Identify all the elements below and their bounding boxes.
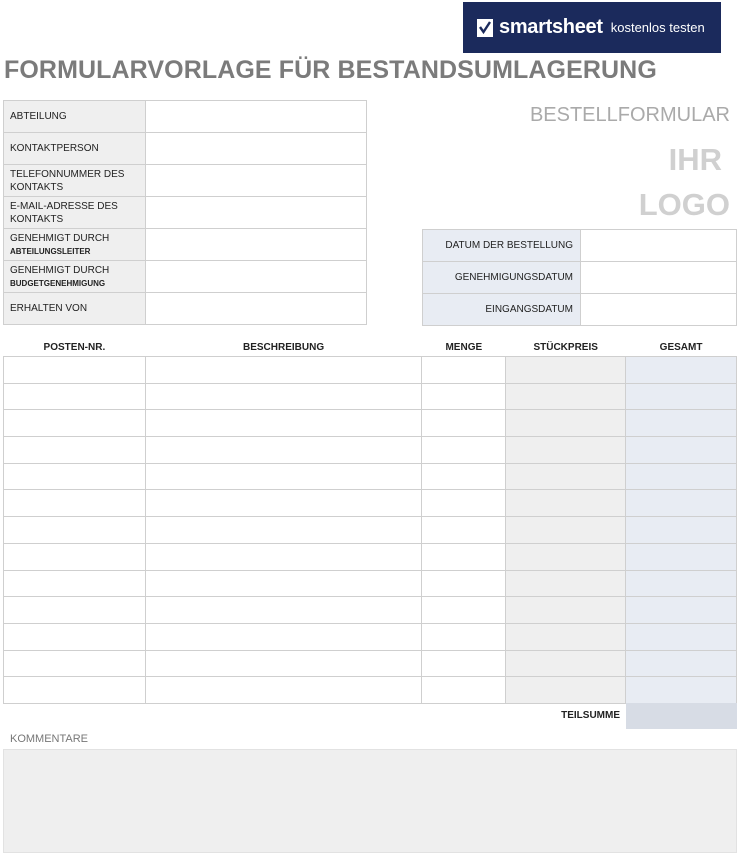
- total-cell[interactable]: [626, 410, 737, 437]
- unit-price-cell[interactable]: [506, 543, 626, 570]
- contact-value-field[interactable]: [146, 133, 367, 165]
- unit-price-cell[interactable]: [506, 357, 626, 384]
- item-number-cell[interactable]: [4, 517, 146, 544]
- quantity-cell[interactable]: [422, 463, 506, 490]
- description-cell[interactable]: [145, 410, 422, 437]
- contact-row: [4, 229, 367, 261]
- quantity-cell[interactable]: [422, 597, 506, 624]
- logo-placeholder-line2: LOGO: [638, 187, 730, 222]
- header-item-number: POSTEN-NR.: [43, 341, 106, 353]
- contact-label-text: GENEHMIGT DURCH: [10, 264, 110, 276]
- description-cell[interactable]: [145, 623, 422, 650]
- item-number-cell[interactable]: [4, 623, 146, 650]
- description-cell[interactable]: [145, 543, 422, 570]
- description-cell[interactable]: [145, 383, 422, 410]
- unit-price-cell[interactable]: [506, 677, 626, 704]
- contact-value-field[interactable]: [146, 261, 367, 293]
- item-number-cell[interactable]: [4, 597, 146, 624]
- contact-label-text: GENEHMIGT DURCH: [10, 232, 110, 244]
- banner-cta: kostenlos testen: [610, 20, 705, 35]
- contact-row: [4, 197, 367, 229]
- quantity-cell[interactable]: [422, 543, 506, 570]
- comments-field[interactable]: [3, 749, 737, 853]
- table-row: [4, 410, 737, 437]
- header-unit-price: STÜCKPREIS: [533, 341, 598, 353]
- total-cell[interactable]: [626, 357, 737, 384]
- quantity-cell[interactable]: [422, 677, 506, 704]
- description-cell[interactable]: [145, 650, 422, 677]
- date-label: DATUM DER BESTELLUNG: [423, 230, 581, 262]
- table-row: [4, 463, 737, 490]
- quantity-cell[interactable]: [422, 650, 506, 677]
- date-row: [423, 294, 737, 326]
- description-cell[interactable]: [145, 437, 422, 464]
- quantity-cell[interactable]: [422, 570, 506, 597]
- unit-price-cell[interactable]: [506, 597, 626, 624]
- total-cell[interactable]: [626, 517, 737, 544]
- item-number-cell[interactable]: [4, 410, 146, 437]
- item-number-cell[interactable]: [4, 570, 146, 597]
- table-row: [4, 437, 737, 464]
- contact-label-text: TELEFONNUMMER DES KONTAKTS: [10, 168, 125, 193]
- unit-price-cell[interactable]: [506, 517, 626, 544]
- smartsheet-trial-banner[interactable]: [463, 2, 721, 53]
- contact-label: [4, 261, 146, 293]
- table-row: [4, 650, 737, 677]
- description-cell[interactable]: [145, 517, 422, 544]
- header-description: BESCHREIBUNG: [243, 341, 325, 353]
- contact-label: [4, 133, 146, 165]
- contact-row: [4, 261, 367, 293]
- item-number-cell[interactable]: [4, 543, 146, 570]
- quantity-cell[interactable]: [422, 410, 506, 437]
- total-cell[interactable]: [626, 570, 737, 597]
- banner-brand: smartsheet: [499, 16, 603, 38]
- unit-price-cell[interactable]: [506, 383, 626, 410]
- description-cell[interactable]: [145, 463, 422, 490]
- item-number-cell[interactable]: [4, 357, 146, 384]
- quantity-cell[interactable]: [422, 490, 506, 517]
- total-cell[interactable]: [626, 597, 737, 624]
- total-cell[interactable]: [626, 623, 737, 650]
- subtotal-label: TEILSUMME: [561, 710, 620, 721]
- contact-label-subtext: BUDGETGENEHMIGUNG: [10, 278, 106, 288]
- total-cell[interactable]: [626, 383, 737, 410]
- page-title: FORMULARVORLAGE FÜR BESTANDSUMLAGERUNG: [4, 56, 657, 84]
- quantity-cell[interactable]: [422, 623, 506, 650]
- date-label: GENEHMIGUNGSDATUM: [423, 262, 581, 294]
- unit-price-cell[interactable]: [506, 570, 626, 597]
- contact-label-text: E-MAIL-ADRESSE DES KONTAKTS: [10, 200, 118, 225]
- total-cell[interactable]: [626, 463, 737, 490]
- date-value-field[interactable]: [581, 230, 737, 262]
- contact-value-field[interactable]: [146, 197, 367, 229]
- item-number-cell[interactable]: [4, 383, 146, 410]
- contact-label-text: KONTAKTPERSON: [10, 143, 99, 154]
- table-row: [4, 597, 737, 624]
- item-number-cell[interactable]: [4, 437, 146, 464]
- table-row: [4, 677, 737, 704]
- item-number-cell[interactable]: [4, 677, 146, 704]
- logo-placeholder-line1: IHR: [668, 142, 722, 177]
- contact-label: [4, 197, 146, 229]
- table-row: [4, 543, 737, 570]
- unit-price-cell[interactable]: [506, 650, 626, 677]
- items-table: [3, 338, 737, 704]
- unit-price-cell[interactable]: [506, 623, 626, 650]
- subtotal-value[interactable]: [626, 703, 737, 729]
- table-row: [4, 383, 737, 410]
- contact-row: [4, 101, 367, 133]
- description-cell[interactable]: [145, 490, 422, 517]
- description-cell[interactable]: [145, 570, 422, 597]
- smartsheet-logo-icon: [477, 19, 493, 37]
- contact-label-subtext: ABTEILUNGSLEITER: [10, 246, 91, 256]
- quantity-cell[interactable]: [422, 357, 506, 384]
- contact-info-table: [3, 100, 367, 325]
- unit-price-cell[interactable]: [506, 437, 626, 464]
- quantity-cell[interactable]: [422, 437, 506, 464]
- description-cell[interactable]: [145, 357, 422, 384]
- header-total: GESAMT: [659, 341, 703, 353]
- table-row: [4, 517, 737, 544]
- unit-price-cell[interactable]: [506, 463, 626, 490]
- total-cell[interactable]: [626, 490, 737, 517]
- unit-price-cell[interactable]: [506, 410, 626, 437]
- date-value-field[interactable]: [581, 262, 737, 294]
- dates-table: [422, 229, 737, 326]
- item-number-cell[interactable]: [4, 463, 146, 490]
- date-row: [423, 230, 737, 262]
- contact-label: [4, 293, 146, 325]
- total-cell[interactable]: [626, 677, 737, 704]
- comments-label: KOMMENTARE: [10, 733, 89, 745]
- date-row: [423, 262, 737, 294]
- total-cell[interactable]: [626, 543, 737, 570]
- table-row: [4, 623, 737, 650]
- date-label: EINGANGSDATUM: [423, 294, 581, 326]
- contact-value-field[interactable]: [146, 293, 367, 325]
- unit-price-cell[interactable]: [506, 490, 626, 517]
- total-cell[interactable]: [626, 650, 737, 677]
- item-number-cell[interactable]: [4, 490, 146, 517]
- order-form-label: BESTELLFORMULAR: [529, 104, 730, 126]
- description-cell[interactable]: [145, 677, 422, 704]
- header-quantity: MENGE: [445, 341, 483, 353]
- items-header-row: [4, 338, 737, 357]
- contact-label: [4, 229, 146, 261]
- contact-label: [4, 101, 146, 133]
- contact-label: [4, 165, 146, 197]
- date-value-field[interactable]: [581, 294, 737, 326]
- table-row: [4, 570, 737, 597]
- table-row: [4, 357, 737, 384]
- contact-value-field[interactable]: [146, 101, 367, 133]
- contact-value-field[interactable]: [146, 229, 367, 261]
- contact-row: [4, 293, 367, 325]
- contact-label-text: ERHALTEN VON: [10, 303, 88, 314]
- item-number-cell[interactable]: [4, 650, 146, 677]
- contact-row: [4, 165, 367, 197]
- quantity-cell[interactable]: [422, 517, 506, 544]
- contact-value-field[interactable]: [146, 165, 367, 197]
- description-cell[interactable]: [145, 597, 422, 624]
- contact-row: [4, 133, 367, 165]
- quantity-cell[interactable]: [422, 383, 506, 410]
- table-row: [4, 490, 737, 517]
- total-cell[interactable]: [626, 437, 737, 464]
- contact-label-text: ABTEILUNG: [10, 111, 67, 122]
